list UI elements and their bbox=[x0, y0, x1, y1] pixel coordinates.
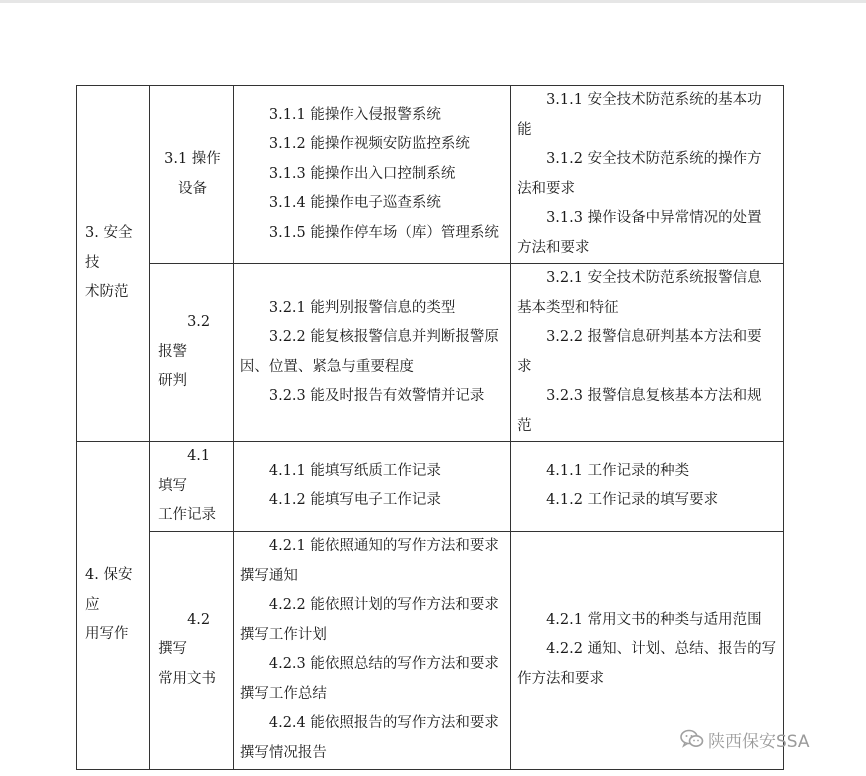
skill-text: 3.2.3 能及时报告有效警情并记录 bbox=[268, 388, 485, 404]
subcategory-text: 研判 bbox=[158, 373, 188, 390]
subcategory-cell bbox=[150, 531, 234, 769]
subcategory-text: 常用文书 bbox=[158, 670, 217, 687]
knowledge-text: 4.1.1 工作记录的种类 bbox=[546, 462, 690, 479]
knowledge-text: 4.1.2 工作记录的填写要求 bbox=[546, 492, 719, 509]
knowledge-text: 3.1.2 安全技术防范系统的操作方 bbox=[546, 151, 762, 167]
category-text: 用写作 bbox=[85, 626, 129, 642]
subcategory-text: 设备 bbox=[177, 180, 207, 197]
skill-text: 3.1.2 能操作视频安防监控系统 bbox=[268, 136, 470, 153]
skill-text: 3.2.1 能判别报警信息的类型 bbox=[268, 299, 456, 316]
skills-cell bbox=[233, 531, 510, 769]
knowledge-text: 3.2.1 安全技术防范系统报警信息 bbox=[546, 270, 762, 286]
knowledge-text: 3.1.3 操作设备中异常情况的处置 bbox=[546, 210, 762, 226]
skill-text: 3.1.1 能操作入侵报警系统 bbox=[268, 106, 441, 123]
watermark bbox=[680, 726, 810, 752]
watermark-text: 陕西保安SSA bbox=[708, 731, 810, 752]
category-cell bbox=[77, 86, 150, 442]
skills-cell bbox=[233, 86, 510, 264]
skill-text: 4.2.3 能依照总结的写作方法和要求 bbox=[268, 656, 499, 672]
subcategory-cell bbox=[150, 442, 234, 532]
knowledge-text: 4.2.1 常用文书的种类与适用范围 bbox=[546, 611, 762, 628]
skill-text: 3.1.4 能操作电子巡查系统 bbox=[268, 195, 441, 212]
knowledge-text: 基本类型和特征 bbox=[517, 299, 619, 316]
knowledge-text: 4.2.2 通知、计划、总结、报告的写 bbox=[546, 641, 777, 658]
category-text: 4. 保安应 bbox=[85, 567, 133, 613]
knowledge-text: 3.2.3 报警信息复核基本方法和规 bbox=[546, 388, 762, 404]
skill-text: 4.1.2 能填写电子工作记录 bbox=[268, 492, 441, 509]
subcategory-text: 4.1 填写 bbox=[158, 448, 211, 494]
skill-text: 4.2.2 能依照计划的写作方法和要求 bbox=[268, 597, 499, 613]
category-cell bbox=[77, 442, 150, 770]
subcategory-text: 3.1 操作 bbox=[164, 151, 221, 167]
skill-text: 因、位置、紧急与重要程度 bbox=[239, 358, 414, 375]
table-row bbox=[77, 442, 784, 532]
table-row bbox=[77, 264, 784, 442]
subcategory-text: 3.2 报警 bbox=[158, 314, 211, 360]
skill-text: 4.1.1 能填写纸质工作记录 bbox=[268, 462, 441, 479]
subcategory-cell bbox=[150, 264, 234, 442]
skill-text: 撰写工作总结 bbox=[239, 685, 327, 702]
skill-text: 撰写通知 bbox=[239, 567, 298, 584]
subcategory-cell bbox=[150, 86, 234, 264]
table-row bbox=[77, 86, 784, 264]
knowledge-cell bbox=[511, 442, 784, 532]
knowledge-text: 范 bbox=[517, 417, 532, 434]
knowledge-text: 3.2.2 报警信息研判基本方法和要 bbox=[546, 329, 762, 345]
knowledge-text: 求 bbox=[517, 358, 532, 375]
page-top-border bbox=[0, 0, 866, 3]
skill-text: 撰写工作计划 bbox=[239, 626, 327, 643]
subcategory-text: 工作记录 bbox=[158, 507, 217, 523]
skill-text: 3.2.2 能复核报警信息并判断报警原 bbox=[268, 329, 499, 345]
knowledge-text: 法和要求 bbox=[517, 180, 576, 197]
knowledge-cell bbox=[511, 86, 784, 264]
skill-text: 3.1.5 能操作停车场（库）管理系统 bbox=[268, 224, 499, 241]
category-text: 术防范 bbox=[85, 284, 129, 301]
knowledge-cell bbox=[511, 264, 784, 442]
skill-text: 4.2.4 能依照报告的写作方法和要求 bbox=[268, 715, 499, 731]
knowledge-text: 方法和要求 bbox=[517, 239, 590, 256]
category-text: 3. 安全技 bbox=[85, 225, 133, 271]
table-row bbox=[77, 531, 784, 769]
skills-cell bbox=[233, 264, 510, 442]
subcategory-text: 4.2 撰写 bbox=[158, 611, 211, 658]
skill-text: 4.2.1 能依照通知的写作方法和要求 bbox=[268, 538, 499, 554]
knowledge-text: 作方法和要求 bbox=[517, 670, 605, 687]
wechat-icon bbox=[680, 729, 704, 749]
skill-text: 撰写情况报告 bbox=[239, 744, 327, 761]
knowledge-text: 能 bbox=[517, 121, 532, 138]
knowledge-text: 3.1.1 安全技术防范系统的基本功 bbox=[546, 92, 762, 108]
skills-cell bbox=[233, 442, 510, 532]
skills-table bbox=[76, 85, 784, 770]
skill-text: 3.1.3 能操作出入口控制系统 bbox=[268, 165, 456, 182]
